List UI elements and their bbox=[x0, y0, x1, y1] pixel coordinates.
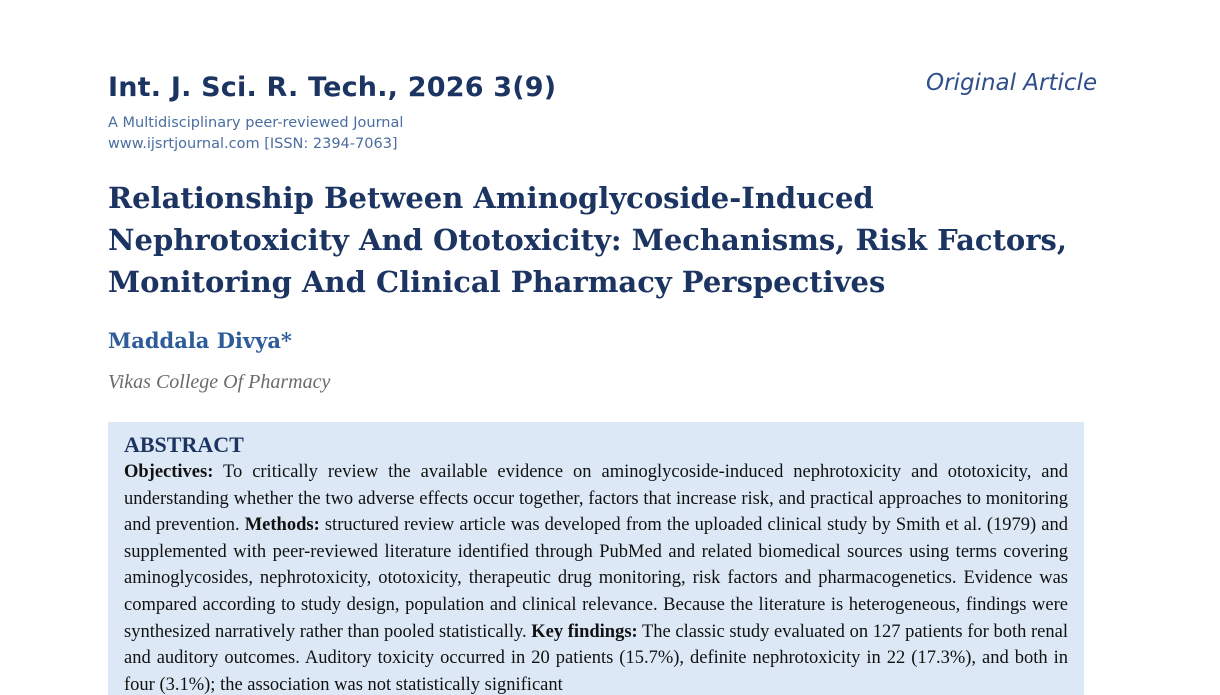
article-type-label: Original Article bbox=[926, 70, 1098, 96]
abstract-heading: ABSTRACT bbox=[124, 432, 244, 457]
paper-title bbox=[108, 177, 1108, 303]
methods-text: structured review article was developed from the uploaded clinical study by Smith et al. (1979) and supplemented with peer-reviewed literature identified through PubMed and related biomedical sources using terms covering aminoglycosides, nephrotoxicity, ototoxicity, therapeutic drug monitoring, risk factors and pharmacogenetics. Evidence was compared according to study design, population and clinical relevance. Because the literature is heterogeneous, findings were synthesized narratively rather than pooled statistically. bbox=[124, 515, 1068, 642]
author-affiliation: Vikas College Of Pharmacy bbox=[108, 371, 331, 393]
objectives-label: Objectives: bbox=[124, 462, 214, 482]
paper-title-line: Nephrotoxicity And Ototoxicity: Mechanisms, Risk Factors, bbox=[108, 223, 1067, 257]
author-name: Maddala Divya* bbox=[108, 328, 292, 353]
key-findings-label: Key findings: bbox=[531, 621, 638, 642]
paper-title-line: Monitoring And Clinical Pharmacy Perspectives bbox=[108, 265, 886, 299]
paper-title-line: Relationship Between Aminoglycoside-Induced bbox=[108, 181, 874, 215]
journal-website[interactable]: www.ijsrtjournal.com [ISSN: 2394-7063] bbox=[108, 136, 398, 152]
abstract-box bbox=[108, 422, 1084, 695]
methods-label: Methods: bbox=[244, 515, 320, 536]
journal-subtitle: A Multidisciplinary peer-reviewed Journal bbox=[108, 115, 404, 131]
journal-title: Int. J. Sci. R. Tech., 2026 3(9) bbox=[108, 72, 557, 103]
objectives-text: To critically review the available evidence on aminoglycoside-induced nephrotoxicity and ototoxicity, and understanding whether the two adverse effects occur together, factors that increase risk, and practical approaches to monitoring and prevention. bbox=[124, 462, 1068, 536]
abstract-body bbox=[124, 459, 1068, 695]
journal-info bbox=[108, 113, 403, 155]
key-findings-text: The classic study evaluated on 127 patients for both renal and auditory outcomes. Auditory toxicity occurred in 20 patients (15.7%), definite nephrotoxicity in 22 (17.3%), and both in four (3.1%); the association was not statistically significant bbox=[124, 621, 1068, 695]
